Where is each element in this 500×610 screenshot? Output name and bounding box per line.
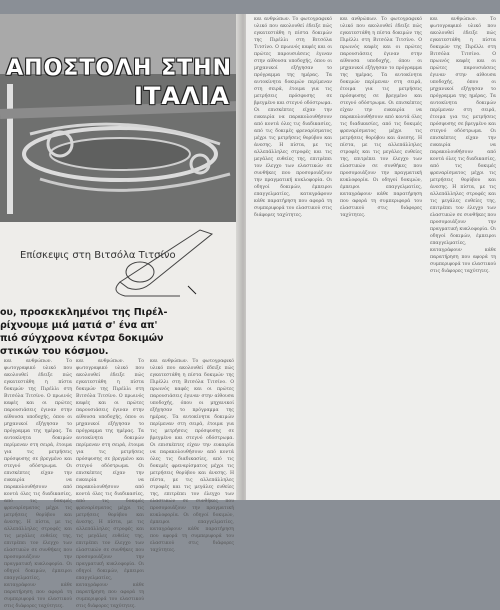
magazine-spread — [0, 14, 500, 609]
body-text: και ανθρώπων. Το φωτογραφικό υλικό που ακολουθεί έδειξε πώς εγκατεστάθη η πίστα δοκιμών της Πιρέλλι στη Βιτσόλα Τιτσίνο. Ο πρωινός καφές και οι πρώτες παρουσιάσεις έγιναν στην αίθουσα υποδοχής, όπου οι μηχανικοί εξήγησαν το πρόγραμμα της ημέρας. Τα αυτοκίνητα δοκιμών περίμεναν στη σειρά, έτοιμα για τις μετρήσεις πρόσφυσης σε βρεγμένο και στεγνό οδόστρωμα. Οι επισκέπτες είχαν την ευκαιρία να παρακολουθήσουν από κοντά όλες τις διαδικασίες, από τις δοκιμές φρεναρίσματος μέχρι τις μετρήσεις θορύβου και άνεσης. Η πίστα, με τις αλλεπάλληλες στροφές και τις μεγάλες ευθείες της, επιτρέπει τον έλεγχο των ελαστικών σε συνθήκες που προσομοιάζουν την πραγματική κυκλοφορία. Οι οδηγοί δοκιμών, έμπειροι επαγγελματίες, καταγράφουν κάθε παρατήρηση που αφορά τη συμπεριφορά του ελαστικού στις διάφορες ταχύτητες. — [340, 17, 422, 218]
headline-line: ου, προσκεκλημένοι της Πιρέλ- — [0, 307, 168, 318]
body-column — [150, 358, 234, 553]
headline-line: στικών του κόσμου. — [0, 346, 109, 357]
article-title-line-1: ΑΠΟΣΤΟΛΗ ΣΤΗΝ — [6, 56, 232, 81]
aerial-track-photo — [0, 14, 240, 222]
body-column — [340, 16, 422, 488]
body-column — [4, 358, 72, 609]
left-page — [0, 14, 240, 609]
headline-line: ρίχνουμε μιά ματιά σ' ένα απ' — [0, 320, 158, 331]
body-text: και ανθρώπων. Το φωτογραφικό υλικό που ακολουθεί έδειξε πώς εγκατεστάθη η πίστα δοκιμών της Πιρέλλι στη Βιτσόλα Τιτσίνο. Ο πρωινός καφές και οι πρώτες παρουσιάσεις έγιναν στην αίθουσα υποδοχής, όπου οι μηχανικοί εξήγησαν το πρόγραμμα της ημέρας. Τα αυτοκίνητα δοκιμών περίμεναν στη σειρά, έτοιμα για τις μετρήσεις πρόσφυσης σε βρεγμένο και στεγνό οδόστρωμα. Οι επισκέπτες είχαν την ευκαιρία να παρακολουθήσουν από κοντά όλες τις διαδικασίες, από τις δοκιμές φρεναρίσματος μέχρι τις μετρήσεις θορύβου και άνεσης. Η πίστα, με τις αλλεπάλληλες στροφές και τις μεγάλες ευθείες της, επιτρέπει τον έλεγχο των ελαστικών σε συνθήκες που προσομοιάζουν την πραγματική κυκλοφορία. Οι οδηγοί δοκιμών, έμπειροι επαγγελματίες, καταγράφουν κάθε παρατήρηση που αφορά τη συμπεριφορά του ελαστικού στις διάφορες ταχύτητες. — [4, 359, 72, 609]
body-text: και ανθρώπων. Το φωτογραφικό υλικό που ακολουθεί έδειξε πώς εγκατεστάθη η πίστα δοκιμών της Πιρέλλι στη Βιτσόλα Τιτσίνο. Ο πρωινός καφές και οι πρώτες παρουσιάσεις έγιναν στην αίθουσα υποδοχής, όπου οι μηχανικοί εξήγησαν το πρόγραμμα της ημέρας. Τα αυτοκίνητα δοκιμών περίμεναν στη σειρά, έτοιμα για τις μετρήσεις πρόσφυσης σε βρεγμένο και στεγνό οδόστρωμα. Οι επισκέπτες είχαν την ευκαιρία να παρακολουθήσουν από κοντά όλες τις διαδικασίες, από τις δοκιμές φρεναρίσματος μέχρι τις μετρήσεις θορύβου και άνεσης. Η πίστα, με τις αλλεπάλληλες στροφές και τις μεγάλες ευθείες της, επιτρέπει τον έλεγχο των ελαστικών σε συνθήκες που προσομοιάζουν την πραγματική κυκλοφορία. Οι οδηγοί δοκιμών, έμπειροι επαγγελματίες, καταγράφουν κάθε παρατήρηση που αφορά τη συμπεριφορά του ελαστικού στις διάφορες ταχύτητες. — [430, 17, 496, 274]
body-text: και ανθρώπων. Το φωτογραφικό υλικό που ακολουθεί έδειξε πώς εγκατεστάθη η πίστα δοκιμών της Πιρέλλι στη Βιτσόλα Τιτσίνο. Ο πρωινός καφές και οι πρώτες παρουσιάσεις έγιναν στην αίθουσα υποδοχής, όπου οι μηχανικοί εξήγησαν το πρόγραμμα της ημέρας. Τα αυτοκίνητα δοκιμών περίμεναν στη σειρά, έτοιμα για τις μετρήσεις πρόσφυσης σε βρεγμένο και στεγνό οδόστρωμα. Οι επισκέπτες είχαν την ευκαιρία να παρακολουθήσουν από κοντά όλες τις διαδικασίες, από τις δοκιμές φρεναρίσματος μέχρι τις μετρήσεις θορύβου και άνεσης. Η πίστα, με τις αλλεπάλληλες στροφές και τις μεγάλες ευθείες της, επιτρέπει τον έλεγχο των ελαστικών σε συνθήκες που προσομοιάζουν την πραγματική κυκλοφορία. Οι οδηγοί δοκιμών, έμπειροι επαγγελματίες, καταγράφουν κάθε παρατήρηση που αφορά τη συμπεριφορά του ελαστικού στις διάφορες ταχύτητες. — [254, 17, 332, 218]
right-page — [246, 14, 500, 500]
article-headline — [0, 306, 240, 358]
headline-line: πιό σύγχρονα κέντρα δοκιμών — [0, 333, 164, 344]
body-text: και ανθρώπων. Το φωτογραφικό υλικό που ακολουθεί έδειξε πώς εγκατεστάθη η πίστα δοκιμών της Πιρέλλι στη Βιτσόλα Τιτσίνο. Ο πρωινός καφές και οι πρώτες παρουσιάσεις έγιναν στην αίθουσα υποδοχής, όπου οι μηχανικοί εξήγησαν το πρόγραμμα της ημέρας. Τα αυτοκίνητα δοκιμών περίμεναν στη σειρά, έτοιμα για τις μετρήσεις πρόσφυσης σε βρεγμένο και στεγνό οδόστρωμα. Οι επισκέπτες είχαν την ευκαιρία να παρακολουθήσουν από κοντά όλες τις διαδικασίες, από τις δοκιμές φρεναρίσματος μέχρι τις μετρήσεις θορύβου και άνεσης. Η πίστα, με τις αλλεπάλληλες στροφές και τις μεγάλες ευθείες της, επιτρέπει τον έλεγχο των ελαστικών σε συνθήκες που προσομοιάζουν την πραγματική κυκλοφορία. Οι οδηγοί δοκιμών, έμπειροι επαγγελματίες, καταγράφουν κάθε παρατήρηση που αφορά τη συμπεριφορά του ελαστικού στις διάφορες ταχύτητες. — [150, 359, 234, 553]
map-caption: Επίσκεψις στη Βιτσόλα Τιτσίνο — [20, 250, 176, 261]
body-column — [254, 16, 332, 488]
article-title-line-2: ΙΤΑΛΙΑ — [134, 82, 230, 110]
body-column — [430, 16, 496, 488]
body-text: και ανθρώπων. Το φωτογραφικό υλικό που ακολουθεί έδειξε πώς εγκατεστάθη η πίστα δοκιμών της Πιρέλλι στη Βιτσόλα Τιτσίνο. Ο πρωινός καφές και οι πρώτες παρουσιάσεις έγιναν στην αίθουσα υποδοχής, όπου οι μηχανικοί εξήγησαν το πρόγραμμα της ημέρας. Τα αυτοκίνητα δοκιμών περίμεναν στη σειρά, έτοιμα για τις μετρήσεις πρόσφυσης σε βρεγμένο και στεγνό οδόστρωμα. Οι επισκέπτες είχαν την ευκαιρία να παρακολουθήσουν από κοντά όλες τις διαδικασίες, από τις δοκιμές φρεναρίσματος μέχρι τις μετρήσεις θορύβου και άνεσης. Η πίστα, με τις αλλεπάλληλες στροφές και τις μεγάλες ευθείες της, επιτρέπει τον έλεγχο των ελαστικών σε συνθήκες που προσομοιάζουν την πραγματική κυκλοφορία. Οι οδηγοί δοκιμών, έμπειροι επαγγελματίες, καταγράφουν κάθε παρατήρηση που αφορά τη συμπεριφορά του ελαστικού στις διάφορες ταχύτητες. — [76, 359, 144, 609]
circuit-map-diagram — [0, 222, 240, 302]
body-column — [76, 358, 144, 609]
